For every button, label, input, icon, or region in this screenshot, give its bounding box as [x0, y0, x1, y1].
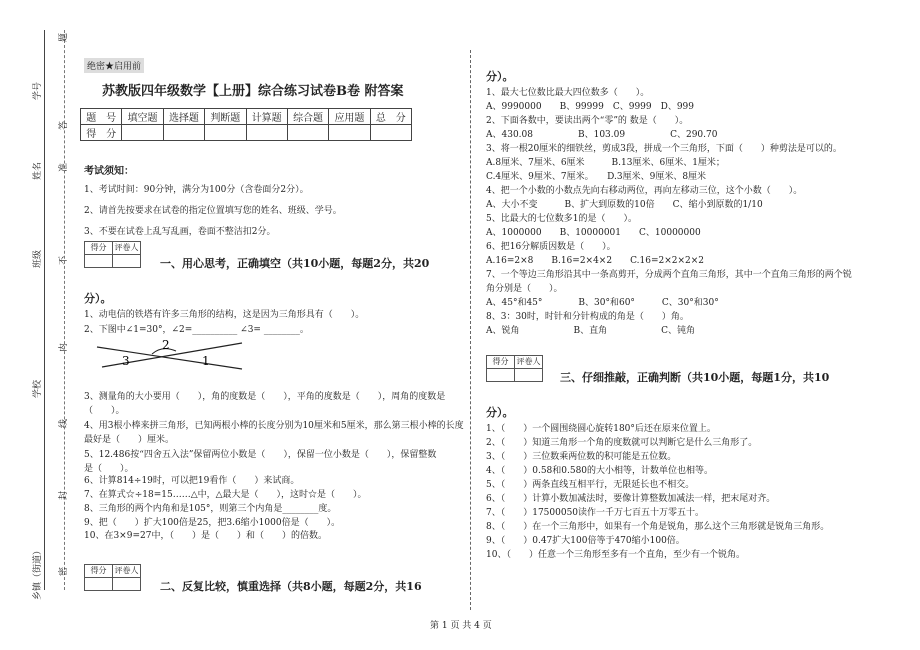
- section1-item: 8、三角形的两个内角和是105°，则第三个内角是________度。: [84, 504, 337, 514]
- section2-item: 5、比最大的七位数多1的是（ ）。: [486, 214, 637, 224]
- section1-item: 1、动电信的铁塔有许多三角形的结构，这是因为三角形具有（ ）。: [84, 310, 365, 320]
- section2-item: A.8厘米、7厘米、6厘米 B.13厘米、6厘米、1厘米；: [486, 158, 725, 168]
- section1-item: 5、12.486按“四舍五入法”保留两位小数是（ ），保留一位小数是（ ），保留整数: [84, 450, 437, 460]
- notice-item: 2、请首先按要求在试卷的指定位置填写您的姓名、班级、学号。: [84, 206, 342, 216]
- label-name: 姓名: [33, 161, 43, 180]
- section2-item: A、锐角 B、直角 C、钝角: [486, 326, 696, 336]
- section1-item: 4、用3根小棒来拼三角形，已知两根小棒的长度分别为10厘米和5厘米，那么第三根小棒的长度: [84, 421, 464, 431]
- score-cell: 综合题: [287, 109, 328, 125]
- score-input-cell[interactable]: [329, 125, 370, 141]
- angle-label: 3: [122, 354, 130, 368]
- page-number: 第 1 页 共 4 页: [430, 621, 492, 631]
- section3-item: 2、（ ）知道三角形一个角的度数就可以判断它是什么三角形了。: [486, 438, 758, 448]
- section2-item: A、430.08 B、103.09 C、290.70: [486, 130, 718, 140]
- mark-nei: 内: [59, 342, 69, 352]
- score-input-cell[interactable]: [122, 125, 163, 141]
- section3-title: 三、仔细推敲，正确判断（共10小题，每题1分，共10: [560, 371, 830, 384]
- grader-box: [84, 564, 141, 591]
- section1-item: 6、计算814÷19时，可以把19看作（ ）来试商。: [84, 476, 300, 486]
- section3-title-cont: 分）。: [486, 406, 514, 419]
- angle-figure: [92, 337, 252, 377]
- section2-item: A、45°和45° B、30°和60° C、30°和30°: [486, 298, 719, 308]
- score-input-cell[interactable]: [246, 125, 287, 141]
- grader-reviewer-field[interactable]: [113, 255, 140, 267]
- section1-item: 2、下图中∠1=30°，∠2=__________ ∠3= ________。: [84, 325, 309, 335]
- score-cell: 判断题: [205, 109, 246, 125]
- grader-reviewer-label: 评卷人: [516, 357, 541, 366]
- section1-item: 最好是（ ）厘米。: [84, 435, 175, 445]
- grader-reviewer-field[interactable]: [113, 578, 140, 590]
- section2-item: 8、3：30时，时针和分针构成的角是（ ）角。: [486, 312, 689, 322]
- score-cell: 填空题: [122, 109, 163, 125]
- score-input-cell[interactable]: [205, 125, 246, 141]
- section1-title-cont: 分）。: [84, 292, 112, 305]
- section3-item: 6、（ ）计算小数加减法时，要像计算整数加减法一样，把末尾对齐。: [486, 494, 776, 504]
- section2-item: A、9990000 B、99999 C、9999 D、999: [486, 102, 695, 112]
- section1-item: 9、把（ ）扩大100倍是25，把3.6缩小1000倍是（ ）。: [84, 518, 341, 528]
- notice-item: 3、不要在试卷上乱写乱画，卷面不整洁扣2分。: [84, 227, 276, 237]
- mark-mi: 密: [59, 566, 69, 576]
- section2-title: 二、反复比较，慎重选择（共8小题，每题2分，共16: [160, 580, 422, 593]
- score-cell: 得 分: [81, 125, 122, 141]
- grader-score-field[interactable]: [85, 578, 113, 590]
- angle-label: 2: [162, 338, 170, 352]
- mark-zhun: 准: [59, 162, 69, 172]
- section2-title-cont: 分）。: [486, 70, 514, 83]
- score-table: [80, 108, 412, 141]
- mark-bu: 不: [59, 255, 69, 265]
- score-table-header-row: [81, 109, 412, 125]
- score-table-score-row: [81, 125, 412, 141]
- section2-item: C.4厘米、9厘米、7厘米。 D.3厘米、9厘米、8厘米: [486, 172, 707, 182]
- section1-item: （ ）。: [84, 406, 125, 416]
- section1-item: 10、在3×9=27中，（ ）是（ ）和（ ）的倍数。: [84, 531, 327, 541]
- label-school: 学校: [33, 379, 43, 398]
- grader-score-label: 得分: [487, 356, 515, 368]
- mark-da: 答: [59, 120, 69, 130]
- grader-reviewer-field[interactable]: [515, 369, 542, 381]
- grader-score-label: 得分: [85, 242, 113, 254]
- section2-item: 6、把16分解质因数是（ ）。: [486, 242, 616, 252]
- grader-score-field[interactable]: [487, 369, 515, 381]
- section2-item: 3、将一根20厘米的细铁丝，剪成3段，拼成一个三角形，下面（ ）种剪法是可以的。: [486, 144, 842, 154]
- score-cell: 计算题: [246, 109, 287, 125]
- section1-item: 7、在算式☆÷18=15……△中，△最大是（ ），这时☆是（ ）。: [84, 490, 367, 500]
- section3-item: 9、（ ）0.47扩大100倍等于470缩小100倍。: [486, 536, 685, 546]
- secret-label: 绝密★启用前: [84, 58, 144, 73]
- section2-item: 4、把一个小数的小数点先向右移动两位，再向左移动三位，这个小数（ ）。: [486, 186, 803, 196]
- section2-item: 角分别是（ ）。: [486, 284, 563, 294]
- section2-item: A.16=2×8 B.16=2×4×2 C.16=2×2×2×2: [486, 256, 705, 266]
- section1-item: 是（ ）。: [84, 464, 134, 474]
- section2-item: 7、一个等边三角形沿其中一条高剪开，分成两个直角三角形，其中一个直角三角形的两个锐: [486, 270, 852, 280]
- score-input-cell[interactable]: [163, 125, 204, 141]
- section3-item: 4、（ ）0.58和0.580的大小相等，计数单位也相等。: [486, 466, 714, 476]
- score-cell: 总 分: [370, 109, 411, 125]
- section2-item: 1、最大七位数比最大四位数多（ ）。: [486, 88, 650, 98]
- section1-item: 3、测量角的大小要用（ ），角的度数是（ ），平角的度数是（ ），周角的度数是: [84, 392, 446, 402]
- grader-reviewer-label: 评卷人: [114, 243, 139, 252]
- section1-title: 一、用心思考，正确填空（共10小题，每题2分，共20: [160, 257, 430, 270]
- grader-score-label: 得分: [85, 565, 113, 577]
- score-input-cell[interactable]: [370, 125, 411, 141]
- notice-title: 考试须知：: [84, 166, 134, 177]
- label-student-id: 学号: [33, 81, 43, 100]
- label-township: 乡镇（街道）: [33, 545, 43, 600]
- column-divider: [470, 50, 471, 610]
- mark-xian: 线: [59, 418, 69, 428]
- grader-score-field[interactable]: [85, 255, 113, 267]
- section3-item: 3、（ ）三位数乘两位数的积可能是五位数。: [486, 452, 677, 462]
- grader-box: [84, 241, 141, 268]
- score-cell: 选择题: [163, 109, 204, 125]
- section3-item: 5、（ ）两条直线互相平行，无限延长也不相交。: [486, 480, 695, 490]
- section2-item: 2、下面各数中，要读出两个“零”的 数是（ ）。: [486, 116, 689, 126]
- mark-ti: 题: [59, 32, 69, 42]
- page-title: 苏教版四年级数学【上册】综合练习试卷B卷 附答案: [102, 84, 404, 99]
- section3-item: 8、（ ）在一个三角形中，如果有一个角是锐角，那么这个三角形就是锐角三角形。: [486, 522, 830, 532]
- section3-item: 7、（ ）17500050读作一千万七百五十万零五十。: [486, 508, 705, 518]
- grader-box: [486, 355, 543, 382]
- section3-item: 1、（ ）一个圆围绕圆心旋转180°后还在原来位置上。: [486, 424, 716, 434]
- section2-item: A、大小不变 B、扩大到原数的10倍 C、缩小到原数的1/10: [486, 200, 763, 210]
- section3-item: 10、（ ）任意一个三角形至多有一个直角，至少有一个锐角。: [486, 550, 745, 560]
- mark-feng: 封: [59, 490, 69, 500]
- notice-item: 1、考试时间：90分钟，满分为100分（含卷面分2分）。: [84, 185, 309, 195]
- score-cell: 应用题: [329, 109, 370, 125]
- label-class: 班级: [33, 249, 43, 268]
- score-cell: 题 号: [81, 109, 122, 125]
- score-input-cell[interactable]: [287, 125, 328, 141]
- section2-item: A、1000000 B、10000001 C、10000000: [486, 228, 701, 238]
- grader-reviewer-label: 评卷人: [114, 566, 139, 575]
- angle-label: 1: [202, 354, 210, 368]
